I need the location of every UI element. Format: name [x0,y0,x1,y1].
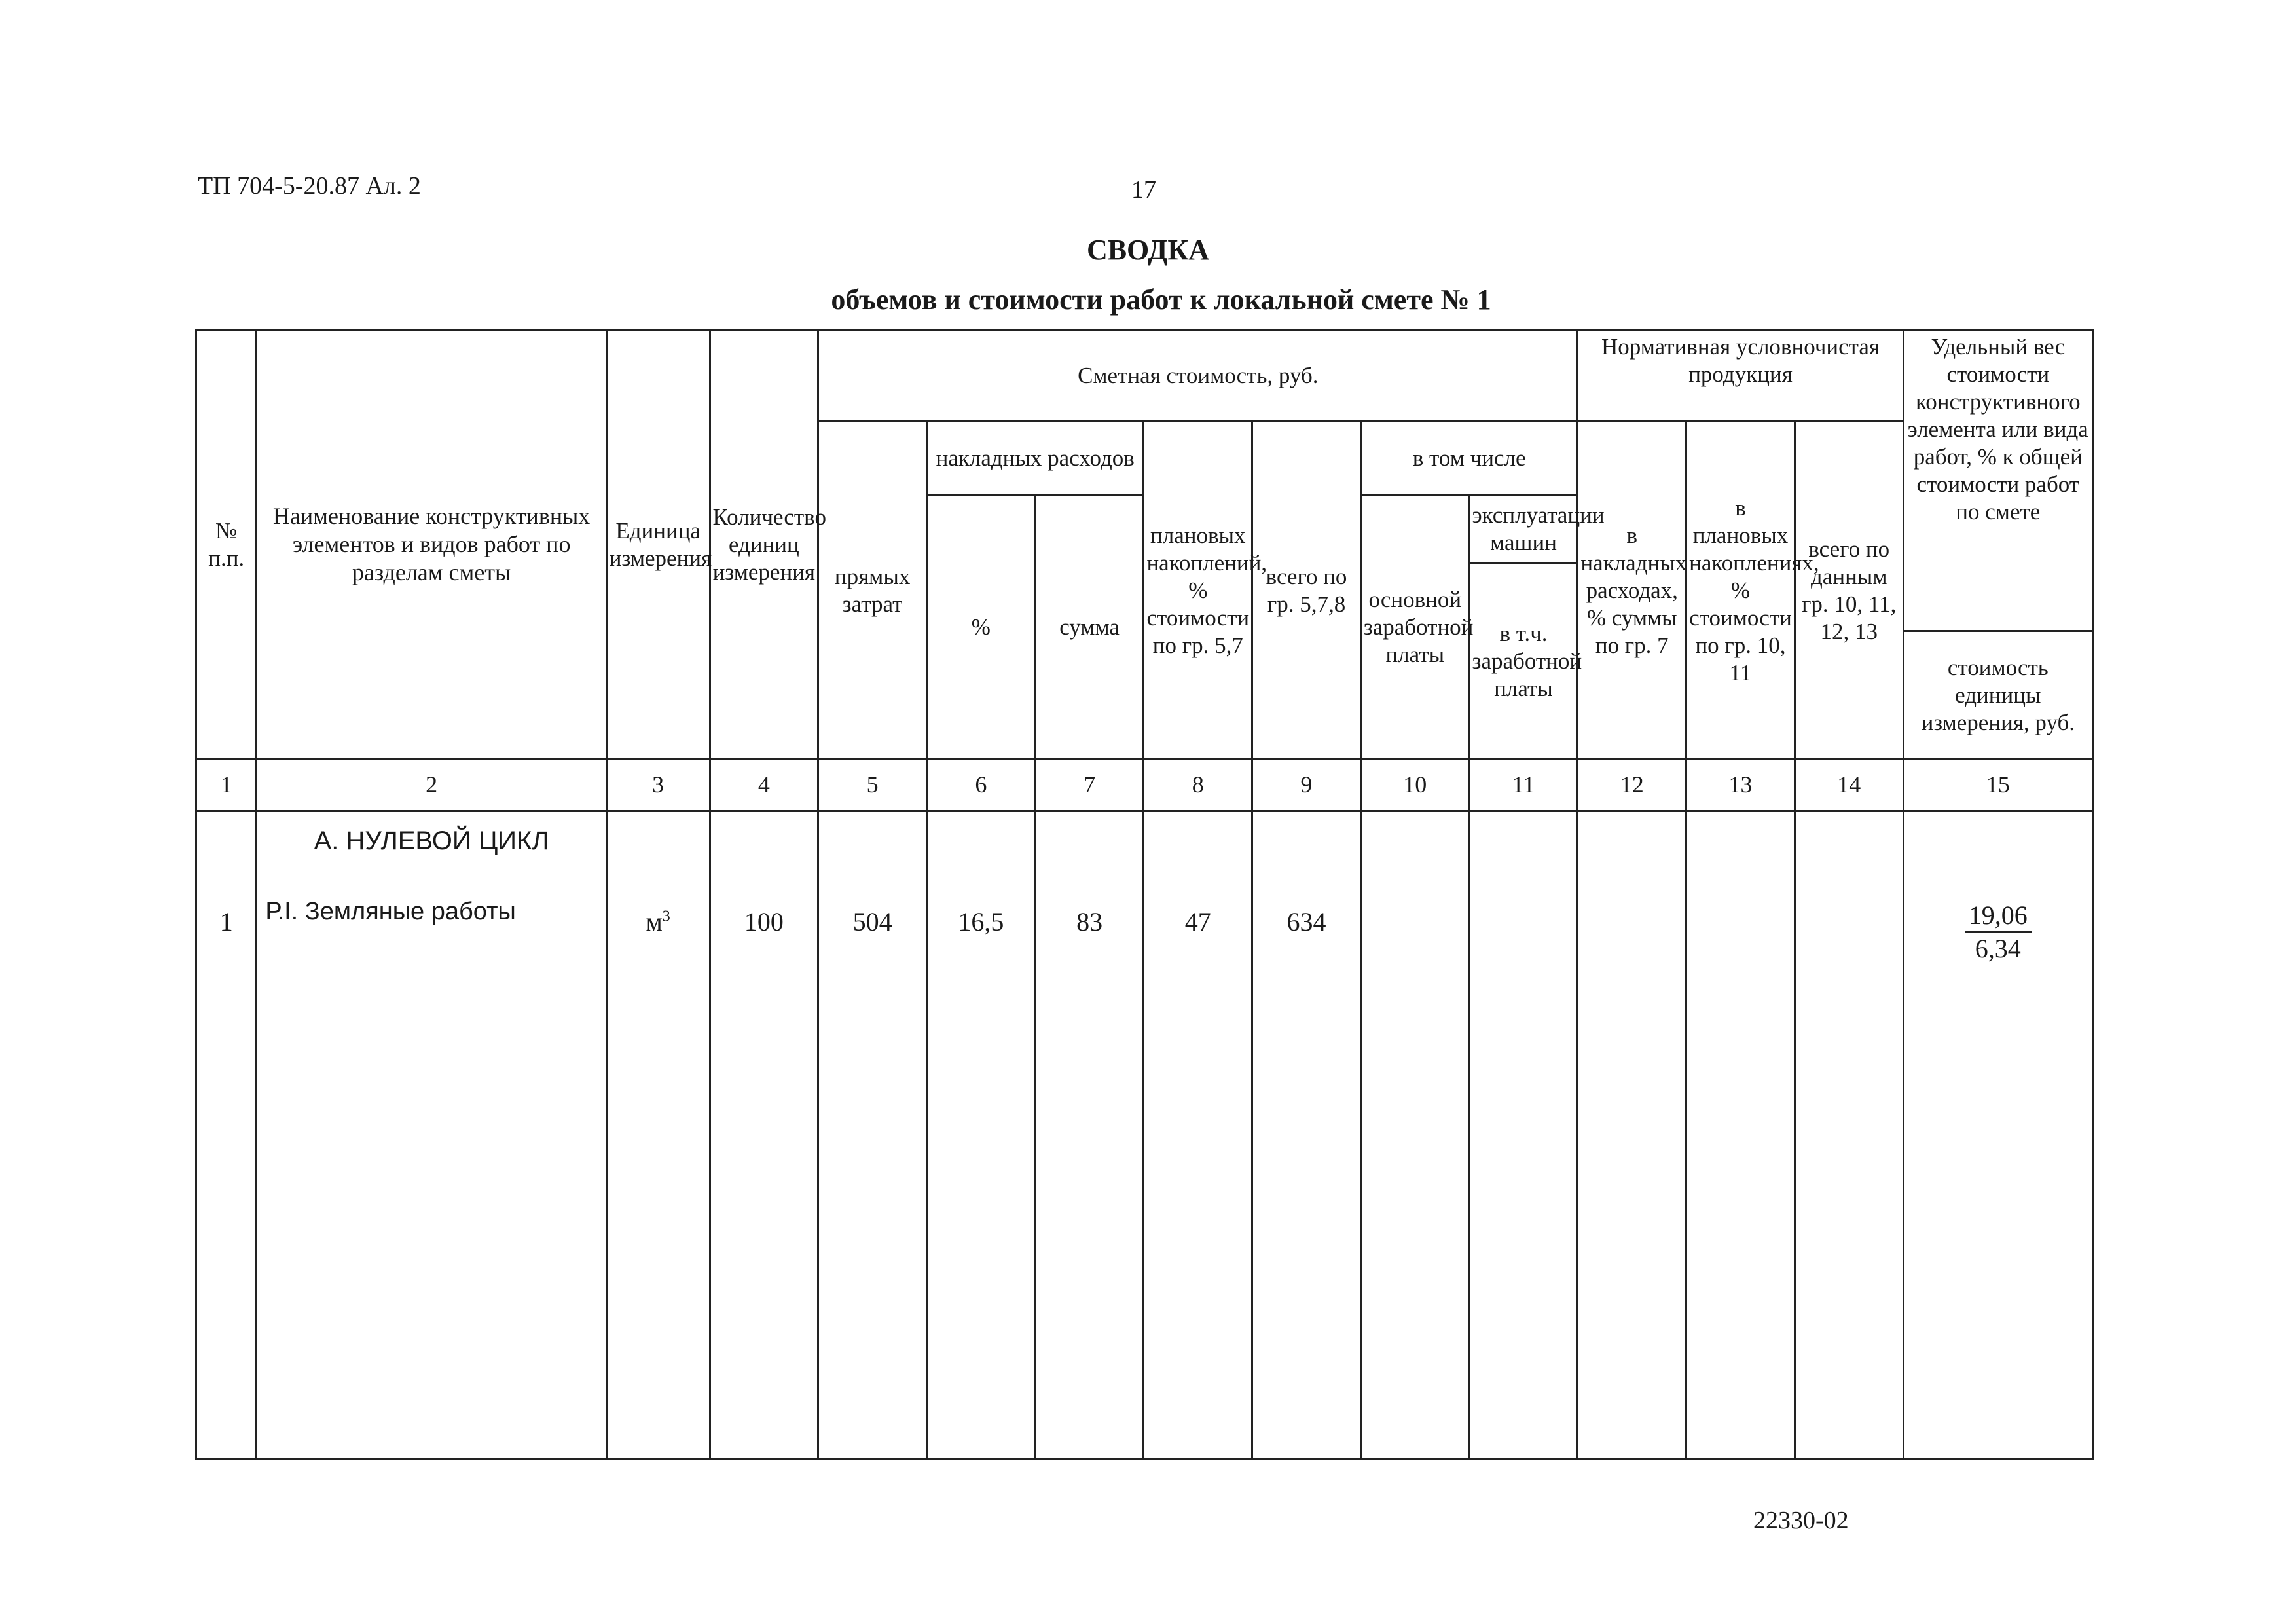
header-net-group: Нормативная условночистая продукция [1578,330,1903,422]
row-overhead-sum: 83 [1076,907,1103,936]
header-name: Наименование конструктивных элементов и видов работ по разделам сметы [257,330,606,760]
column-number: 3 [606,760,710,811]
row-unit-cost: 6,34 [1975,934,2021,963]
header-direct: прямых затрат [818,422,927,760]
header-overhead-sum: сумма [1035,495,1144,760]
header-net-planned: в плановых накоплениях, % стоимости по гр. 10, 11 [1686,422,1795,760]
row-planned: 47 [1184,907,1211,936]
header-overhead-pct: % [926,495,1035,760]
header-net-total: всего по данным гр. 10, 11, 12, 13 [1795,422,1903,760]
column-number: 2 [257,760,606,811]
header-overhead-group: накладных расходов [926,422,1143,495]
document-subtitle: объемов и стоимости работ к локальной смете № 1 [831,284,1491,316]
document-footer-code: 22330-02 [1753,1507,1849,1534]
header-machines-wage: в т.ч. заработной платы [1469,563,1578,760]
table-row [196,811,2093,1460]
row-unit: м [646,907,663,936]
row-direct: 504 [852,907,892,936]
column-number: 14 [1795,760,1903,811]
header-unit-cost: стоимость единицы измерения, руб. [1903,631,2092,760]
header-no: № п.п. [196,330,257,760]
row-name: Р.I. Земляные работы [265,898,516,925]
row-share-fraction [1965,900,2032,965]
column-number: 12 [1578,760,1686,811]
column-number: 9 [1252,760,1361,811]
header-net-overhead: в накладных расходах, % суммы по гр. 7 [1578,422,1686,760]
row-share-percent: 19,06 [1965,900,2032,933]
header-machines: эксплуатации машин [1469,495,1578,563]
document-code: ТП 704-5-20.87 Ал. 2 [198,172,421,200]
column-number: 1 [196,760,257,811]
header-share: Удельный вес стоимости конструктивного элемента или вида работ, % к общей стоимости работ по смете [1903,330,2092,631]
row-no: 1 [219,907,233,936]
summary-table [195,329,2094,1460]
column-number: 10 [1360,760,1469,811]
document-title: СВОДКА [1086,234,1210,266]
column-number: 13 [1686,760,1795,811]
row-qty: 100 [744,907,784,936]
page-number: 17 [1131,176,1156,204]
column-number: 5 [818,760,927,811]
column-number: 6 [926,760,1035,811]
row-unit-superscript: 3 [662,908,670,925]
column-number-row [196,760,2093,811]
header-cost-group: Сметная стоимость, руб. [818,330,1578,422]
column-number: 15 [1903,760,2092,811]
row-overhead-pct: 16,5 [958,907,1004,936]
header-qty: Количество единиц измерения [710,330,818,760]
column-number: 8 [1144,760,1252,811]
section-title: А. НУЛЕВОЙ ЦИКЛ [314,826,549,855]
column-number: 7 [1035,760,1144,811]
row-total: 634 [1286,907,1326,936]
header-incl-group: в том числе [1360,422,1577,495]
header-planned: плановых накоплений, % стоимости по гр. 5,7 [1144,422,1252,760]
column-number: 4 [710,760,818,811]
header-base-wage: основной заработной платы [1360,495,1469,760]
header-unit: Единица измерения [606,330,710,760]
column-number: 11 [1469,760,1578,811]
header-total: всего по гр. 5,7,8 [1252,422,1361,760]
